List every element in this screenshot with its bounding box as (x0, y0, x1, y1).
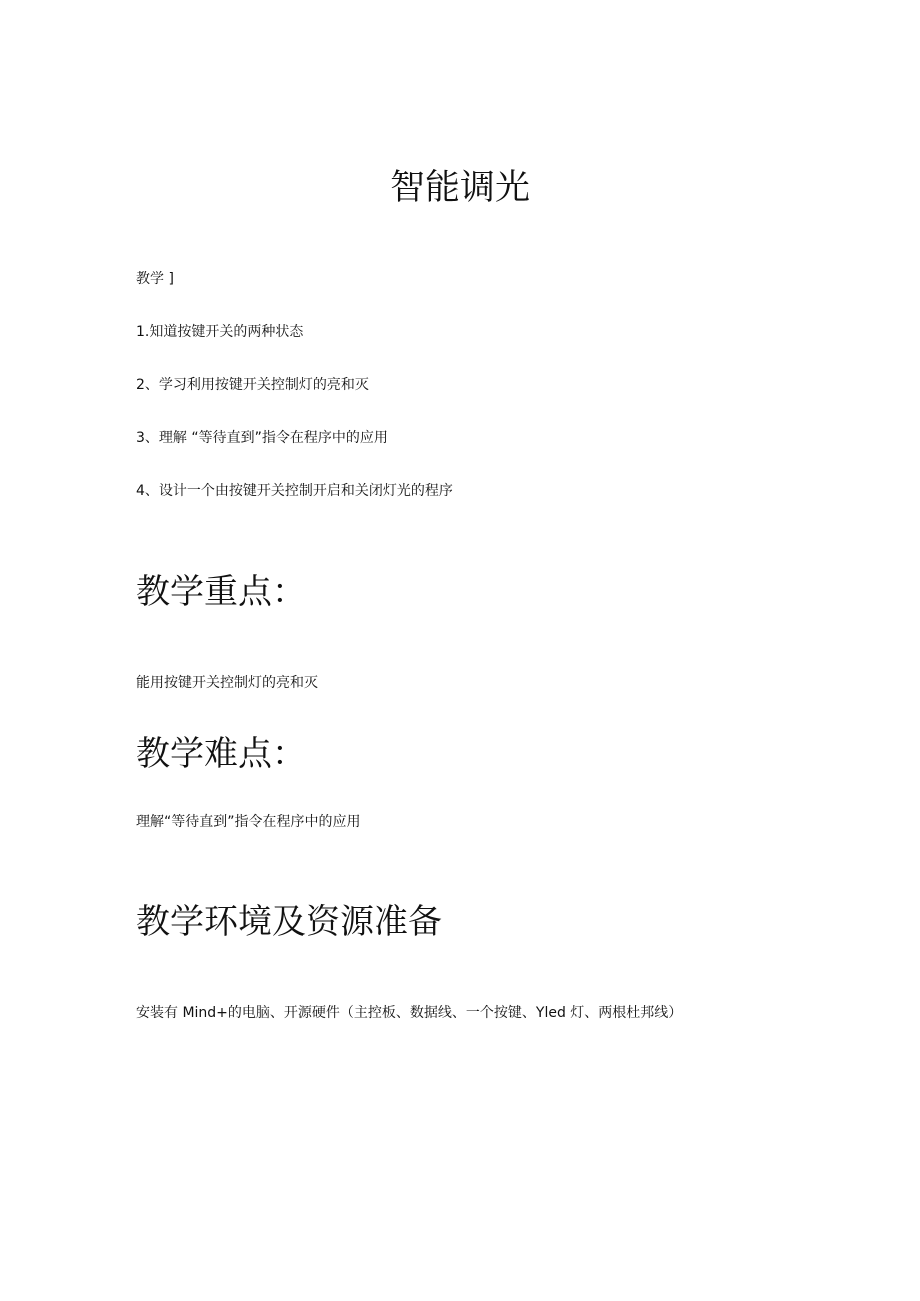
difficulties-heading: 教学难点： (136, 734, 306, 774)
key-points-text: 能用按键开关控制灯的亮和灭 (136, 675, 318, 691)
environment-heading: 教学环境及资源准备 (136, 902, 442, 942)
objective-item-3: 3、理解 “等待直到”指令在程序中的应用 (136, 430, 388, 446)
difficulties-text: 理解“等待直到”指令在程序中的应用 (136, 814, 361, 830)
environment-text: 安装有 Mind+的电脑、开源硬件（主控板、数据线、一个按键、Yled 灯、两根杜邦线） (136, 1005, 683, 1021)
objective-item-1: 1.知道按键开关的两种状态 (136, 324, 304, 340)
objective-item-4: 4、设计一个由按键开关控制开启和关闭灯光的程序 (136, 483, 453, 499)
document-title: 智能调光 (389, 168, 530, 208)
key-points-heading: 教学重点： (136, 572, 306, 612)
objectives-label: 教学 ] (136, 271, 174, 287)
objective-item-2: 2、学习利用按键开关控制灯的亮和灭 (136, 377, 369, 393)
